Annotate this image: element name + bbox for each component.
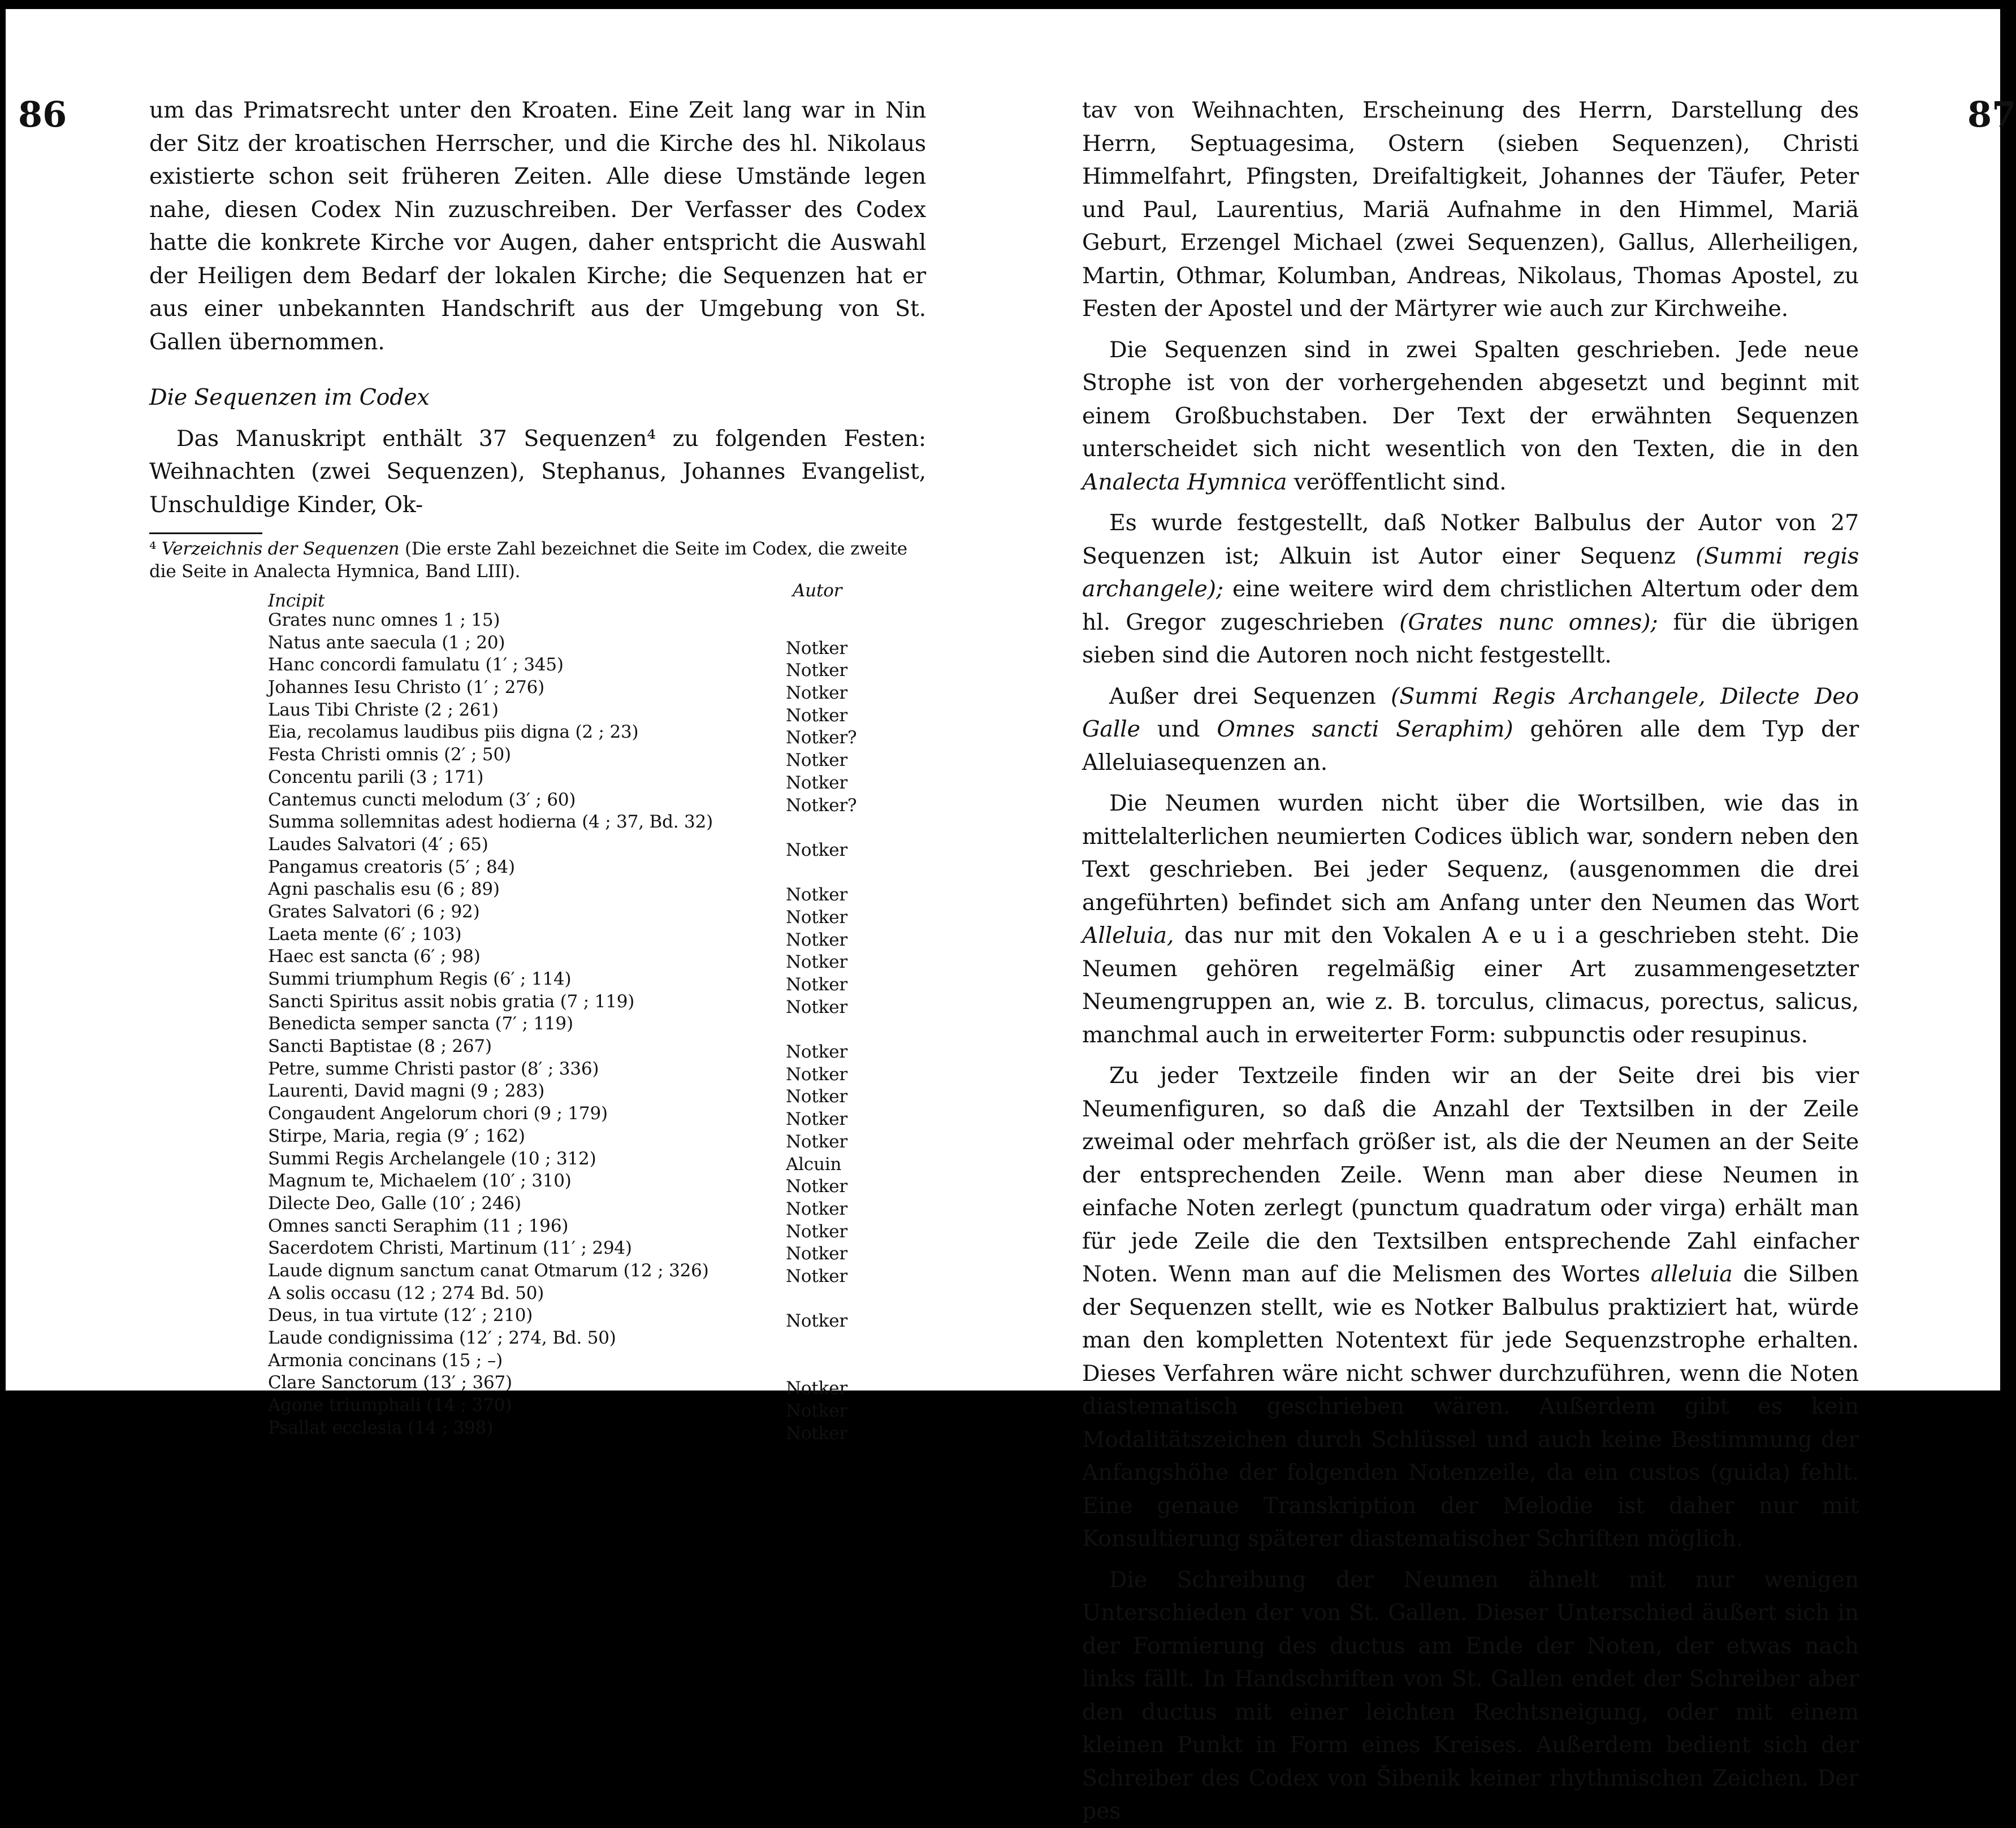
table-row	[268, 609, 926, 631]
text-run: das nur mit den Vokalen A e u i a geschrieben steht. Die Neumen gehören regelmäßig einer Art zusammengesetzter Neumengruppen an, wie z. B. torculus, climacus, porectus, salicus, manchmal auch in erweiterter Form: subpunctis oder resupinus.	[1082, 922, 1859, 1048]
incipit-cell: Sacerdotem Christi, Martinum (11′ ; 294)	[268, 1238, 632, 1259]
incipit-cell: Laus Tibi Christe (2 ; 261)	[268, 699, 499, 720]
table-row	[268, 1327, 926, 1349]
neumes-paragraph	[1082, 787, 1859, 1051]
footnote-rule	[149, 532, 262, 534]
incipit-cell: Armonia concinans (15 ; –)	[268, 1350, 503, 1371]
incipit-cell: Festa Christi omnis (2′ ; 50)	[268, 744, 511, 765]
incipit-cell: Laude condignissima (12′ ; 274, Bd. 50)	[268, 1328, 616, 1348]
table-row	[268, 1012, 926, 1035]
right-page-number: 87	[1967, 94, 2016, 135]
text-run: die Silben der Sequenzen stellt, wie es Notker Balbulus praktiziert hat, würde man den kompletten Notentext für jede Sequenzstrophe erhalten. Dieses Verfahren wäre nicht schwer durchzuführen, wenn die Noten diastematisch geschrieben wären. Außerdem gibt es kein Modalitätszeichen durch Schlüssel und auch keine Bestimmung der Anfangshöhe der folgenden Notenzeile, da ein custos (guida) fehlt. Eine genaue Transkription der Melodie ist daher nur mit Konsultierung späterer diastematischer Schriften möglich.	[1082, 1261, 1859, 1552]
incipit-cell: Clare Sanctorum (13′ ; 367)	[268, 1372, 512, 1393]
autor-cell: Notker	[786, 997, 847, 1017]
intro-paragraph: um das Primatsrecht unter den Kroaten. Eine Zeit lang war in Nin der Sitz der kroatischen Herrscher, und die Kirche des hl. Nikolaus existierte schon seit früheren Zeiten. Alle diese Umstände legen nahe, diesen Codex Nin zuzuschreiben. Der Verfasser des Codex hatte die konkrete Kirche vor Augen, daher entspricht die Auswahl der Heiligen dem Bedarf der lokalen Kirche; die Sequenzen hat er aus einer unbekannten Handschrift aus der Umgebung von St. Gallen übernommen.	[149, 97, 926, 355]
incipit-cell: Sancti Spiritus assit nobis gratia (7 ; 119)	[268, 991, 635, 1012]
incipit-cell: Omnes sancti Seraphim (11 ; 196)	[268, 1215, 569, 1236]
table-header	[149, 581, 926, 611]
incipit-cell: Benedicta semper sancta (7′ ; 119)	[268, 1013, 573, 1034]
table-row	[268, 1417, 926, 1444]
incipit-cell: Agni paschalis esu (6 ; 89)	[268, 879, 500, 900]
text-run: Die Sequenzen sind in zwei Spalten geschrieben. Jede neue Strophe ist von der vorhergehenden abgesetzt und beginnt mit einem Großbuchstaben. Der Text der erwähnten Sequenzen unterscheidet sich nicht wesentlich von den Texten, die in den	[1082, 336, 1859, 462]
incipit-cell: Natus ante saecula (1 ; 20)	[268, 632, 505, 653]
table-row	[268, 743, 926, 771]
autor-cell: Notker	[786, 1042, 847, 1063]
table-row	[268, 1125, 926, 1152]
text-run: und	[1157, 716, 1200, 742]
autor-cell: Notker	[786, 1401, 847, 1422]
incipit-cell: Haec est sancta (6′ ; 98)	[268, 946, 481, 967]
text-run: Es wurde festgestellt, daß Notker Balbulus der Autor von 27 Sequenzen ist; Alkuin ist Autor einer Sequenz	[1082, 510, 1859, 569]
table-row	[268, 968, 926, 995]
incipit-cell: Eia, recolamus laudibus piis digna (2 ; 23)	[268, 722, 639, 743]
table-row	[268, 631, 926, 659]
incipit-cell: Pangamus creatoris (5′ ; 84)	[268, 856, 515, 877]
right-page-column	[1082, 94, 1859, 1828]
table-row	[268, 653, 926, 681]
table-row	[268, 766, 926, 793]
incipit-cell: Psallat ecclesia (14 ; 398)	[268, 1417, 494, 1438]
table-row	[268, 1147, 926, 1175]
table-row	[268, 1169, 926, 1197]
left-page-number: 86	[18, 94, 67, 135]
footnote-marker: ⁴	[149, 539, 157, 559]
neume-writing-paragraph: Die Schreibung der Neumen ähnelt mit nur wenigen Unterschieden der von St. Gallen. Dieser Unterschied äußert sich in der Formierung des ductus am Ende der Noten, der etwas nach links fällt. In Handschriften von St. Gallen endet der Schreiber aber den ductus mit einer leichten Rechtsneigung, oder mit einem kleinen Punkt in Form eines Kreises. Außerdem bedient sich der Schreiber des Codex von Šibenik keiner rhythmischen Zeichen. Der pes	[1082, 1566, 1859, 1824]
incipit-cell: Stirpe, Maria, regia (9′ ; 162)	[268, 1125, 525, 1146]
text-run: eine weitere wird dem christlichen Altertum oder dem hl. Gregor zugeschrieben	[1082, 576, 1859, 635]
table-row	[268, 1371, 926, 1399]
incipit-cell: A solis occasu (12 ; 274 Bd. 50)	[268, 1283, 544, 1303]
autor-cell: Notker	[786, 1423, 847, 1444]
authors-paragraph	[1082, 506, 1859, 672]
feast-list-paragraph: tav von Weihnachten, Erscheinung des Herrn, Darstellung des Herrn, Septuagesima, Ostern (sieben Sequenzen), Christi Himmelfahrt, Pfingsten, Dreifaltigkeit, Johannes der Täufer, Peter und Paul, Laurentius, Mariä Aufnahme in den Himmel, Mariä Geburt, Erzengel Michael (zwei Sequenzen), Gallus, Allerheiligen, Martin, Othmar, Kolumban, Andreas, Nikolaus, Thomas Apostel, zu Festen der Apostel und der Märtyrer wie auch zur Kirchweihe.	[1082, 97, 1859, 322]
autor-cell: Notker	[786, 750, 847, 771]
incipit-cell: Magnum te, Michaelem (10′ ; 310)	[268, 1171, 572, 1192]
text-run-italic: Omnes sancti Seraphim)	[1217, 716, 1513, 742]
table-row	[268, 721, 926, 748]
autor-cell: Notker	[786, 839, 847, 860]
incipit-cell: Dilecte Deo, Galle (10′ ; 246)	[268, 1193, 521, 1214]
incipit-cell: Petre, summe Christi pastor (8′ ; 336)	[268, 1058, 599, 1079]
table-row	[268, 900, 926, 928]
table-row	[268, 1192, 926, 1219]
text-run: Zu jeder Textzeile finden wir an der Seite drei bis vier Neumenfiguren, so daß die Anzahl der Textsilben in der Zeile zweimal oder mehrfach größer ist, als die der Neumen an der Seite der entsprechenden Zeile. Wenn man aber diese Neumen in einfache Noten zerlegt (punctum quadratum oder virga) erhält man für jede Zeile die den Textsilben entsprechende Zahl einfacher Noten. Wenn man auf die Melismen des Wortes	[1082, 1063, 1859, 1287]
footnote-title: Verzeichnis der Sequenzen	[161, 539, 400, 559]
incipit-cell: Sancti Baptistae (8 ; 267)	[268, 1036, 492, 1057]
autor-cell: Notker	[786, 1244, 847, 1264]
incipit-cell: Agone triumphali (14 ; 370)	[268, 1395, 512, 1416]
incipit-cell: Summi triumphum Regis (6′ ; 114)	[268, 969, 572, 989]
text-run-italic: (Grates nunc omnes);	[1399, 609, 1658, 635]
left-page-column	[149, 94, 926, 1444]
autor-cell: Notker	[786, 705, 847, 726]
autor-cell: Notker	[786, 885, 847, 906]
incipit-cell: Summi Regis Archelangele (10 ; 312)	[268, 1148, 596, 1169]
autor-cell: Notker	[786, 1176, 847, 1197]
incipit-cell: Hanc concordi famulatu (1′ ; 345)	[268, 655, 564, 675]
text-run-italic: alleluia	[1650, 1261, 1733, 1287]
table-row	[268, 1304, 926, 1332]
text-run-italic: Alleluia,	[1082, 922, 1174, 948]
autor-cell: Notker	[786, 772, 847, 793]
autor-cell: Notker	[786, 1266, 847, 1286]
autor-cell: Notker	[786, 638, 847, 659]
sequence-table	[149, 581, 926, 1444]
text-run-italic: (Summi Regis Archangele, Dilecte Deo Galle	[1082, 683, 1859, 742]
table-row	[268, 1058, 926, 1085]
incipit-cell: Deus, in tua virtute (12′ ; 210)	[268, 1305, 533, 1326]
autor-cell: Notker	[786, 907, 847, 928]
text-run: gehören alle dem Typ der Alleluiasequenzen an.	[1082, 716, 1859, 776]
table-row	[268, 1035, 926, 1063]
autor-cell: Notker	[786, 1198, 847, 1219]
incipit-cell: Johannes Iesu Christo (1′ ; 276)	[268, 677, 545, 698]
autor-cell: Notker	[786, 974, 847, 995]
incipit-cell: Laude dignum sanctum canat Otmarum (12 ; 326)	[268, 1260, 709, 1281]
table-row	[268, 1215, 926, 1242]
columns-paragraph	[1082, 333, 1859, 499]
incipit-cell: Congaudent Angelorum chori (9 ; 179)	[268, 1103, 608, 1124]
autor-cell: Notker	[786, 660, 847, 681]
table-row	[268, 676, 926, 704]
table-row	[268, 945, 926, 973]
autor-cell: Notker	[786, 952, 847, 973]
autor-cell: Notker	[786, 683, 847, 704]
text-run: Außer drei Sequenzen	[1109, 683, 1376, 709]
column-header-autor: Autor	[793, 581, 842, 601]
incipit-cell: Grates nunc omnes 1 ; 15)	[268, 610, 500, 630]
section-heading: Die Sequenzen im Codex	[149, 384, 430, 410]
column-header-incipit: Incipit	[268, 591, 325, 611]
autor-cell: Notker?	[786, 727, 857, 748]
text-run: veröffentlicht sind.	[1293, 469, 1507, 495]
table-row	[268, 699, 926, 726]
incipit-cell: Laeta mente (6′ ; 103)	[268, 924, 462, 945]
table-row	[268, 1080, 926, 1107]
incipit-cell: Summa sollemnitas adest hodierna (4 ; 37, Bd. 32)	[268, 812, 713, 833]
text-run: für die übrigen sieben sind die Autoren noch nicht festgestellt.	[1082, 609, 1859, 668]
table-row	[268, 1259, 926, 1286]
alleluia-type-paragraph	[1082, 680, 1859, 779]
incipit-cell: Cantemus cuncti melodum (3′ ; 60)	[268, 789, 576, 810]
incipit-cell: Laudes Salvatori (4′ ; 65)	[268, 834, 488, 855]
footnote-intro	[149, 538, 926, 583]
autor-cell: Notker	[786, 1064, 847, 1085]
book-spread	[6, 9, 2016, 1824]
text-run-italic: (Summi regis archangele);	[1082, 543, 1859, 602]
table-row	[268, 856, 926, 878]
text-line-paragraph	[1082, 1059, 1859, 1556]
autor-cell: Alcuin	[786, 1154, 842, 1175]
table-row	[268, 923, 926, 950]
table-row	[268, 1102, 926, 1130]
table-row	[268, 811, 926, 833]
table-row	[268, 878, 926, 906]
autor-cell: Notker	[786, 1311, 847, 1332]
table-body	[268, 609, 926, 1444]
table-row	[268, 1282, 926, 1305]
autor-cell: Notker	[786, 1109, 847, 1130]
autor-cell: Notker	[786, 929, 847, 950]
incipit-cell: Grates Salvatori (6 ; 92)	[268, 901, 480, 922]
autor-cell: Notker	[786, 1378, 847, 1399]
footnote-text: (Die erste Zahl bezeichnet die Seite im Codex, die zweite die Seite in Analecta Hymnica, Band LIII).	[149, 539, 907, 582]
table-row	[268, 833, 926, 860]
text-run-italic: Analecta Hymnica	[1082, 469, 1287, 495]
table-row	[268, 1349, 926, 1372]
table-row	[268, 990, 926, 1017]
incipit-cell: Concentu parili (3 ; 171)	[268, 766, 484, 787]
autor-cell: Notker	[786, 1221, 847, 1242]
autor-cell: Notker	[786, 1131, 847, 1152]
paragraph-manuscript: Das Manuskript enthält 37 Sequenzen⁴ zu folgenden Festen: Weihnachten (zwei Sequenzen), Stephanus, Johannes Evangelist, Unschuldige Kinder, Ok-	[149, 425, 926, 518]
table-row	[268, 1394, 926, 1422]
table-row	[268, 789, 926, 816]
incipit-cell: Laurenti, David magni (9 ; 283)	[268, 1081, 545, 1102]
table-row	[268, 1237, 926, 1264]
footnote	[149, 538, 926, 1444]
text-run: Die Neumen wurden nicht über die Wortsilben, wie das in mittelalterlichen neumierten Codices üblich war, sondern neben den Text geschrieben. Bei jeder Sequenz, (ausgenommen die drei angeführten) befindet sich am Anfang unter den Neumen das Wort	[1082, 790, 1859, 916]
autor-cell: Notker?	[786, 795, 857, 816]
autor-cell: Notker	[786, 1086, 847, 1107]
